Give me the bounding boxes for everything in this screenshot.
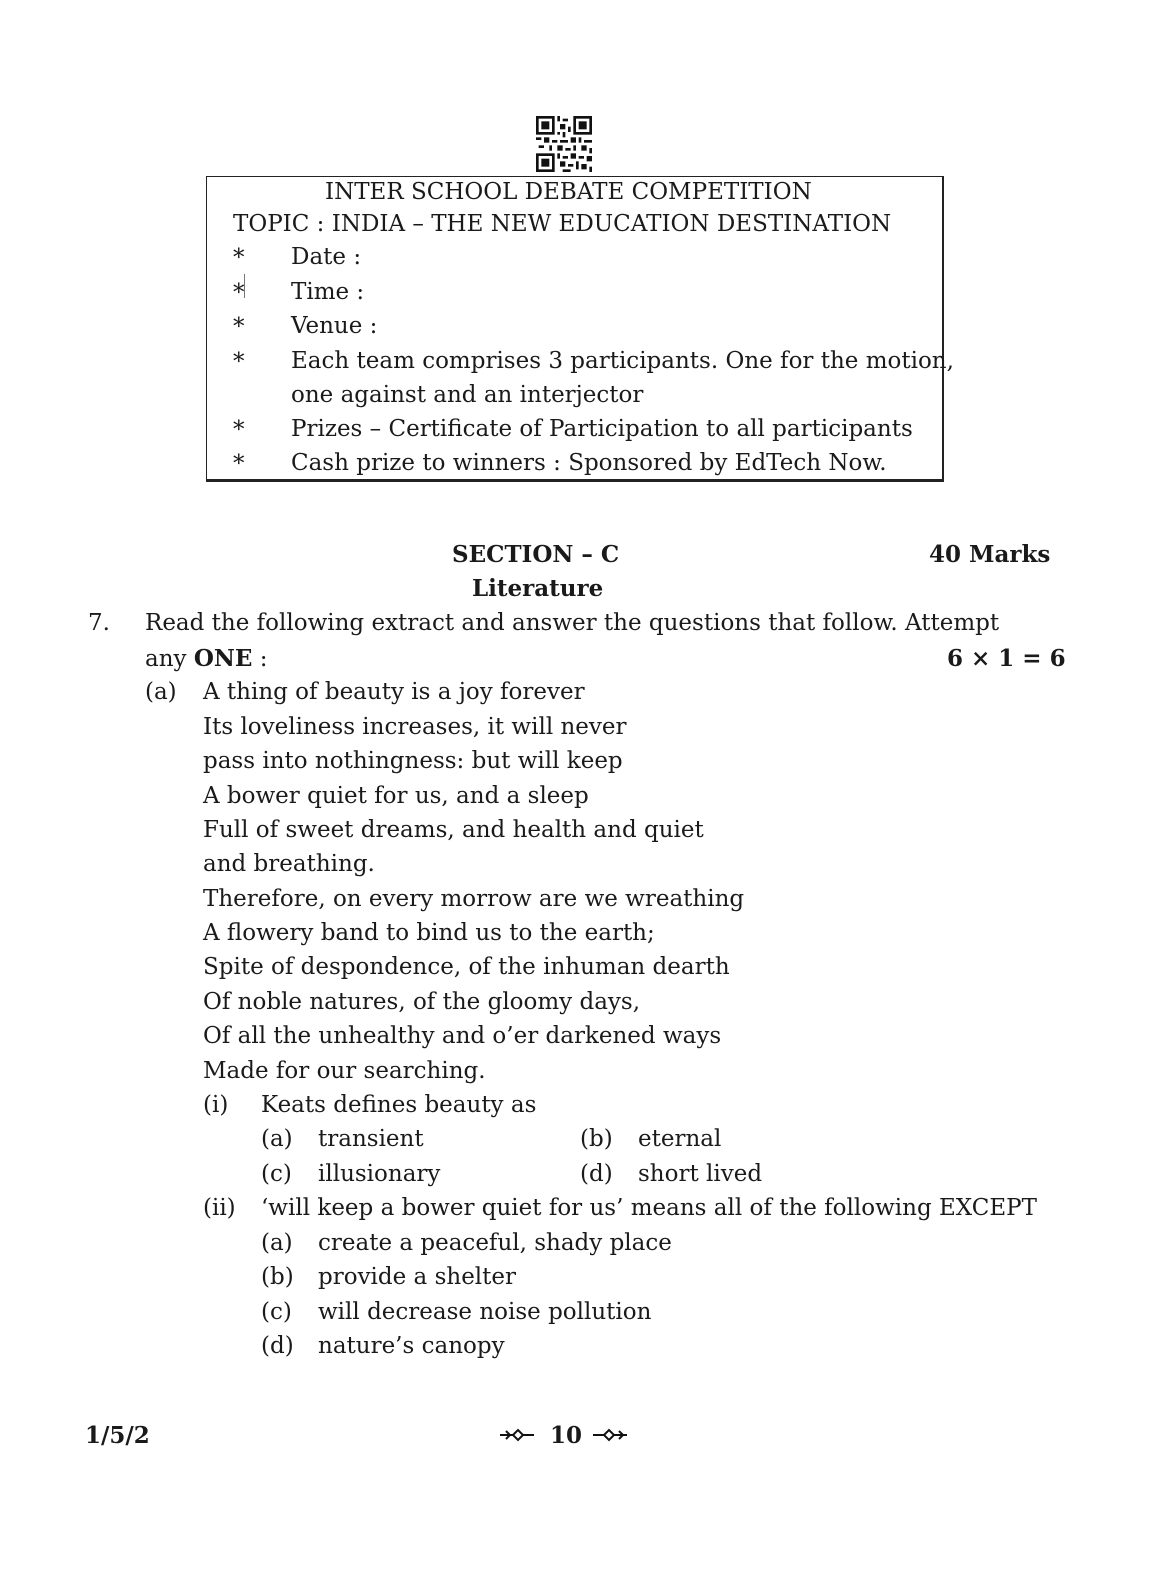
subquestion-ii-label: (ii) xyxy=(203,1195,236,1221)
option-label: (a) xyxy=(261,1230,293,1256)
option-text: illusionary xyxy=(318,1161,441,1187)
option-label: (b) xyxy=(580,1126,613,1152)
notice-item-teams: Each team comprises 3 participants. One for the motion, xyxy=(291,348,954,374)
poem-line: Full of sweet dreams, and health and quiet xyxy=(203,817,704,843)
poem-line: A thing of beauty is a joy forever xyxy=(203,679,585,705)
bullet: * xyxy=(233,417,245,443)
bullet: * xyxy=(233,349,245,375)
option-text: nature’s canopy xyxy=(318,1333,505,1359)
poem-line: Therefore, on every morrow are we wreathing xyxy=(203,886,745,912)
notice-item-date: Date : xyxy=(291,244,362,270)
bullet: * xyxy=(233,314,245,340)
option-text: create a peaceful, shady place xyxy=(318,1230,672,1256)
question-instruction-any xyxy=(145,647,268,671)
poem-line: Spite of despondence, of the inhuman dearth xyxy=(203,954,730,980)
ornament-icon xyxy=(500,1428,534,1442)
qr-code-icon xyxy=(536,116,592,172)
poem-line: Made for our searching. xyxy=(203,1058,486,1084)
option-label: (b) xyxy=(261,1264,294,1290)
question-marks: 6 × 1 = 6 xyxy=(947,645,1066,672)
section-marks: 40 Marks xyxy=(929,541,1051,568)
poem-line: Of all the unhealthy and o’er darkened ways xyxy=(203,1023,722,1049)
poem-line: pass into nothingness: but will keep xyxy=(203,748,623,774)
question-number: 7. xyxy=(88,610,110,636)
option-text: eternal xyxy=(638,1126,722,1152)
notice-item-teams-cont: one against and an interjector xyxy=(291,382,644,408)
poem-line: Its loveliness increases, it will never xyxy=(203,714,627,740)
section-subtitle: Literature xyxy=(472,575,604,602)
bullet: * xyxy=(233,245,245,271)
option-label: (d) xyxy=(580,1161,613,1187)
option-text: short lived xyxy=(638,1161,763,1187)
subquestion-i-text: Keats defines beauty as xyxy=(261,1092,537,1118)
poem-line: A bower quiet for us, and a sleep xyxy=(203,783,589,809)
option-text: transient xyxy=(318,1126,424,1152)
bullet: * xyxy=(233,451,245,477)
subquestion-ii-text: ‘will keep a bower quiet for us’ means all of the following EXCEPT xyxy=(261,1195,1037,1221)
poem-line: A flowery band to bind us to the earth; xyxy=(203,920,655,946)
question-instruction: Read the following extract and answer the questions that follow. Attempt xyxy=(145,610,1000,636)
option-label: (c) xyxy=(261,1299,292,1325)
option-text: provide a shelter xyxy=(318,1264,517,1290)
instruction-any-text: any xyxy=(145,646,194,672)
instruction-colon: : xyxy=(252,646,268,672)
notice-topic: TOPIC : INDIA – THE NEW EDUCATION DESTINATION xyxy=(233,211,892,237)
section-title: SECTION – C xyxy=(452,541,620,568)
ornament-icon xyxy=(593,1428,627,1442)
option-text: will decrease noise pollution xyxy=(318,1299,652,1325)
instruction-one-text: ONE xyxy=(193,645,253,672)
subquestion-i-label: (i) xyxy=(203,1092,229,1118)
page-number: 10 xyxy=(550,1422,583,1449)
notice-item-venue: Venue : xyxy=(291,313,378,339)
notice-item-cash: Cash prize to winners : Sponsored by EdTech Now. xyxy=(291,450,887,476)
footer-code: 1/5/2 xyxy=(85,1422,150,1449)
poem-line: Of noble natures, of the gloomy days, xyxy=(203,989,641,1015)
option-label: (d) xyxy=(261,1333,294,1359)
poem-line: and breathing. xyxy=(203,851,375,877)
notice-item-time: Time : xyxy=(291,279,365,305)
part-label: (a) xyxy=(145,679,177,705)
option-label: (c) xyxy=(261,1161,292,1187)
notice-item-prizes: Prizes – Certificate of Participation to all participants xyxy=(291,416,913,442)
option-label: (a) xyxy=(261,1126,293,1152)
notice-title: INTER SCHOOL DEBATE COMPETITION xyxy=(325,179,812,205)
bullet: * xyxy=(233,280,245,306)
